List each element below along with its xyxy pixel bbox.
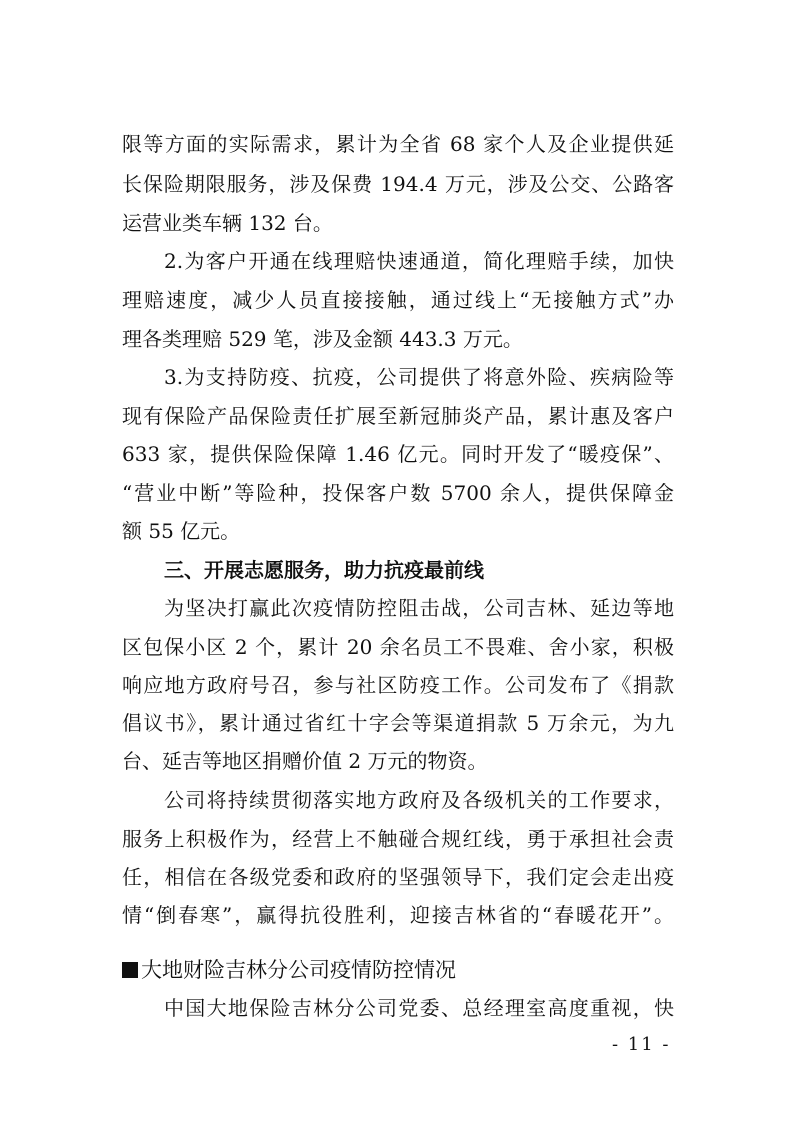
item-3-line: 现有保险产品保险责任扩展至新冠肺炎产品，累计惠及客户 [122, 404, 674, 428]
item-3-line: “营业中断”等险种，投保客户数 5700 余人，提供保障金 [122, 481, 674, 505]
closing-line: 服务上积极作为，经营上不触碰合规红线，勇于承担社会责 [122, 827, 674, 851]
item-3-line: 额 55 亿元。 [122, 519, 241, 543]
section-title [122, 950, 456, 990]
volunteer-line: 响应地方政府号召，参与社区防疫工作。公司发布了《捐款 [122, 673, 674, 697]
volunteer-line: 倡议书》，累计通过省红十字会等渠道捐款 5 万余元，为九 [122, 711, 674, 735]
paragraph-line: 长保险期限服务，涉及保费 194.4 万元，涉及公交、公路客 [122, 172, 674, 196]
item-3-line: 3.为支持防疫、抗疫，公司提供了将意外险、疾病险等 [164, 365, 674, 389]
volunteer-line: 台、延吉等地区捐赠价值 2 万元的物资。 [122, 749, 488, 773]
closing-line: 公司将持续贯彻落实地方政府及各级机关的工作要求， [164, 788, 674, 812]
volunteer-line: 为坚决打赢此次疫情防控阻击战，公司吉林、延边等地 [164, 596, 674, 620]
black-square-icon [122, 962, 138, 978]
closing-line: 任，相信在各级党委和政府的坚强领导下，我们定会走出疫 [122, 865, 674, 889]
paragraph-line: 限等方面的实际需求，累计为全省 68 家个人及企业提供延 [122, 132, 674, 156]
section-2-line: 中国大地保险吉林分公司党委、总经理室高度重视，快 [164, 996, 674, 1020]
volunteer-line: 区包保小区 2 个，累计 20 余名员工不畏难、舍小家，积极 [122, 635, 674, 659]
page-number: - 11 - [612, 1034, 671, 1055]
section-heading-3: 三、开展志愿服务，助力抗疫最前线 [164, 558, 484, 582]
section-title-text: 大地财险吉林分公司疫情防控情况 [141, 958, 456, 982]
item-2-line: 理各类理赔 529 笔，涉及金额 443.3 万元。 [122, 327, 523, 351]
item-3-line: 633 家，提供保险保障 1.46 亿元。同时开发了“暖疫保”、 [122, 442, 674, 466]
item-2-line: 理赔速度，减少人员直接接触，通过线上“无接触方式”办 [122, 288, 674, 312]
closing-line: 情“倒春寒”，赢得抗役胜利，迎接吉林省的“春暖花开”。 [122, 903, 674, 927]
paragraph-line: 运营业类车辆 132 台。 [122, 211, 333, 235]
item-2-line: 2.为客户开通在线理赔快速通道，简化理赔手续，加快 [164, 249, 674, 273]
